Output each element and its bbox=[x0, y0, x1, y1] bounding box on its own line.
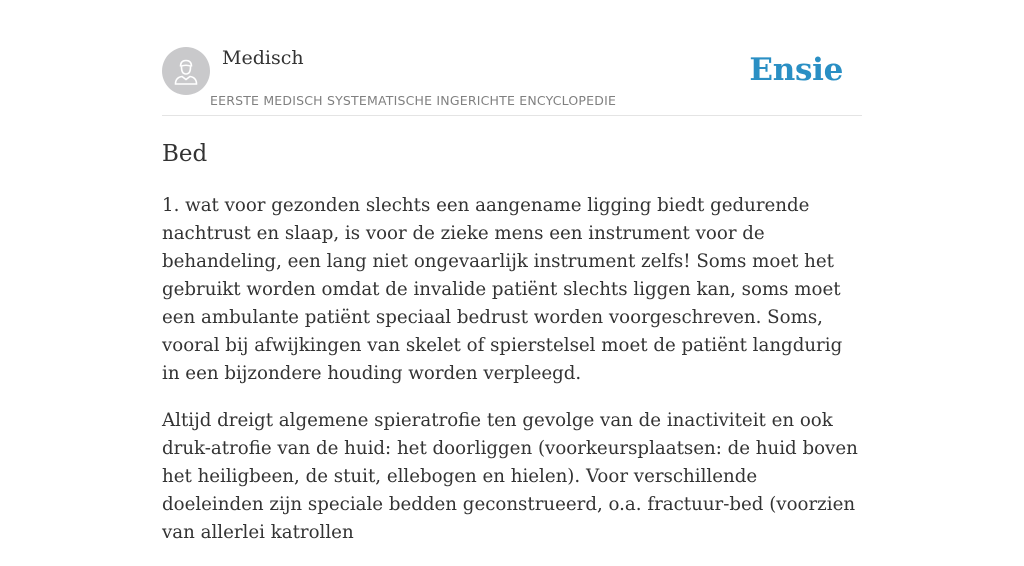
avatar[interactable] bbox=[162, 47, 210, 95]
paragraph: 1. wat voor gezonden slechts een aangename ligging biedt gedurende nachtrust en slaap, is voor de zieke mens een instrument voor de behandeling, een lang niet ongevaarlijk instrument zelfs! Soms moet het gebruikt worden omdat de invalide patiënt slechts liggen kan, soms moet een ambulante patiënt speciaal bedrust worden voorgeschreven. Soms, vooral bij afwijkingen van skelet of spierstelsel moet de patiënt langdurig in een bijzondere houding worden verpleegd. bbox=[162, 195, 843, 384]
article-title: Bed bbox=[162, 141, 208, 167]
author-name-link[interactable]: Medisch bbox=[222, 47, 304, 69]
article-body bbox=[162, 192, 862, 566]
brand-logo[interactable]: Ensie bbox=[749, 52, 843, 88]
user-icon bbox=[171, 56, 201, 86]
page bbox=[162, 0, 862, 543]
publication-subtitle: EERSTE MEDISCH SYSTEMATISCHE INGERICHTE ENCYCLOPEDIE bbox=[210, 93, 617, 108]
paragraph: Altijd dreigt algemene spieratrofie ten gevolge van de inactiviteit en ook druk-atrofie van de huid: het doorliggen (voorkeursplaatsen: de huid boven het heiligbeen, de stuit, ellebogen en hielen). Voor verschillende doeleinden zijn speciale bedden geconstrueerd, o.a. fractuur-bed (voorzien van allerlei katrollen bbox=[162, 410, 858, 543]
header bbox=[162, 0, 862, 116]
